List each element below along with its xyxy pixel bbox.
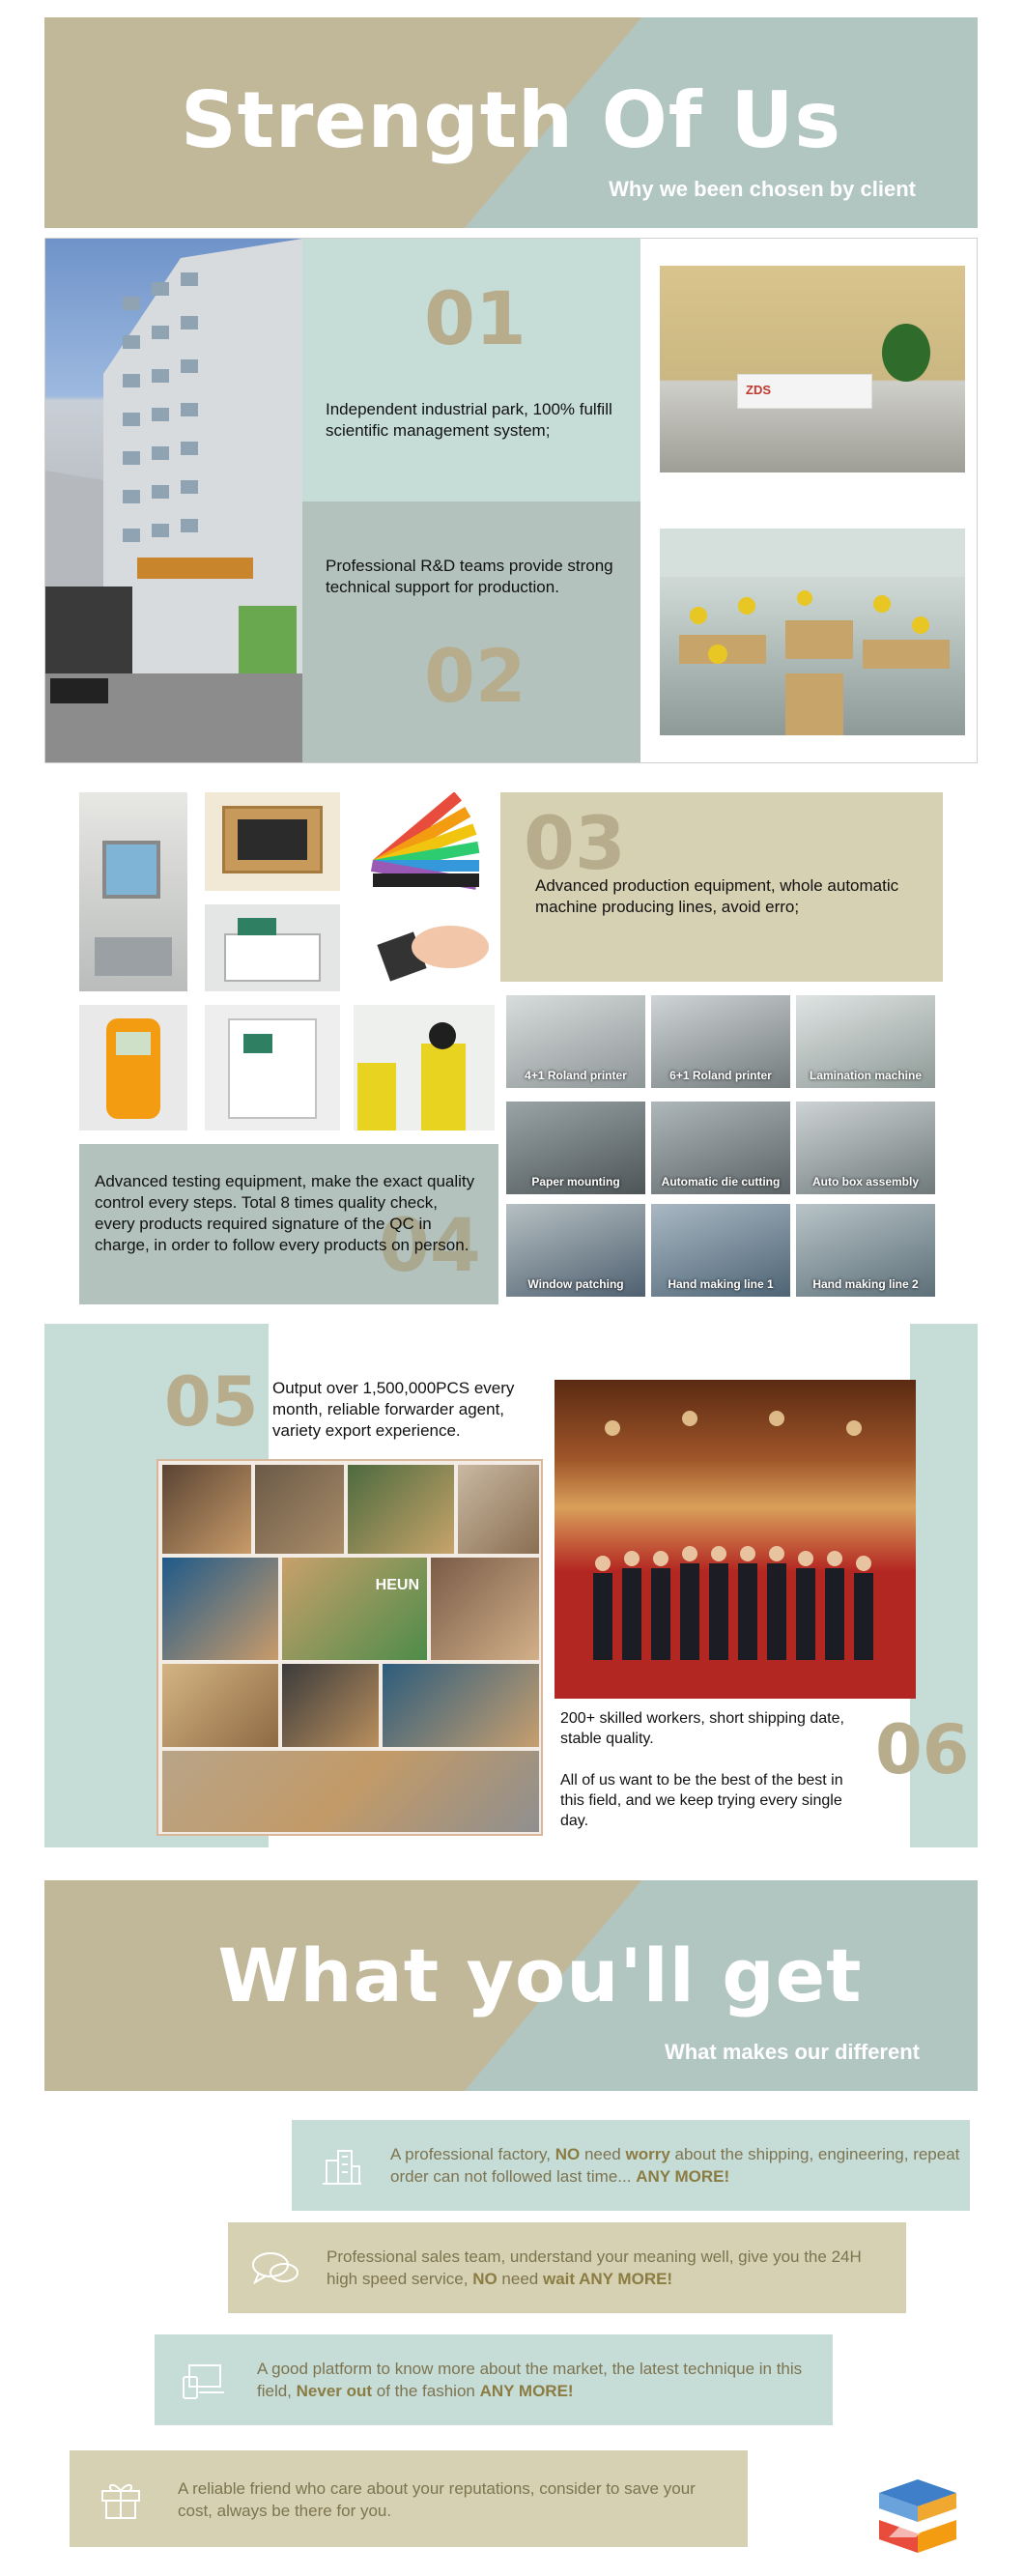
machine-photo <box>796 1204 935 1297</box>
feature-platform <box>155 2334 833 2425</box>
chat-icon <box>249 2247 303 2295</box>
feature-friend <box>70 2450 748 2547</box>
machine-photo <box>796 995 935 1088</box>
banner2-title: What you'll get <box>217 1932 863 2018</box>
feature-platform-text: A good platform to know more about the market, the latest technique in this field, Never out of the fashion ANY MORE! <box>257 2360 803 2400</box>
meter-photo <box>79 1005 187 1131</box>
machine-caption: Hand making line 1 <box>668 1277 774 1291</box>
text-06b: All of us want to be the best of the best in this field, and we keep trying every single day. <box>560 1772 843 1829</box>
building-photo <box>45 239 302 762</box>
banner-title: Strength Of Us <box>180 75 842 165</box>
machine-caption: 6+1 Roland printer <box>669 1069 772 1082</box>
text-04: Advanced testing equipment, make the exact quality control every steps. Total 8 times quality check, every products required signature of the QC in charge, in order to follow every products on person. <box>95 1172 475 1254</box>
text-03: Advanced production equipment, whole automatic machine producing lines, avoid erro; <box>535 876 899 916</box>
number-05: 05 <box>164 1362 259 1442</box>
tester-machine-photo <box>205 904 340 991</box>
press-tester-photo <box>205 1005 340 1131</box>
container-label: HEUN <box>375 1577 419 1593</box>
gauge-case-photo <box>205 792 340 891</box>
feature-friend-text: A reliable friend who care about your reputations, consider to save your cost, always be there for you. <box>178 2479 696 2520</box>
machine-caption: Window patching <box>527 1277 624 1291</box>
number-02: 02 <box>424 633 526 719</box>
block-01 <box>302 239 640 501</box>
banner-subtitle: Why we been chosen by client <box>609 177 916 201</box>
machine-caption: Automatic die cutting <box>661 1175 781 1188</box>
text-01: Independent industrial park, 100% fulfill scientific management system; <box>326 400 612 440</box>
text-06a: 200+ skilled workers, short shipping date, stable quality. <box>560 1710 844 1747</box>
reception-desk <box>737 374 872 409</box>
number-06: 06 <box>875 1710 970 1789</box>
number-03: 03 <box>524 800 626 886</box>
machine-photo <box>506 1204 645 1297</box>
machine-photo <box>506 995 645 1088</box>
gift-icon <box>99 2477 143 2525</box>
feature-sales <box>228 2222 906 2313</box>
container-collage <box>156 1459 543 1836</box>
color-guide-photo <box>354 792 495 991</box>
text-02: Professional R&D teams provide strong technical support for production. <box>326 557 613 596</box>
machine-photo <box>651 995 790 1088</box>
machine-caption: 4+1 Roland printer <box>525 1069 627 1082</box>
office-photo <box>660 529 965 735</box>
number-04: 04 <box>379 1202 481 1288</box>
feature-factory-text: A professional factory, NO need worry about the shipping, engineering, repeat order can not followed last time... ANY MORE! <box>390 2145 960 2186</box>
machine-photo <box>506 1102 645 1194</box>
building-icon <box>321 2145 363 2192</box>
plant <box>882 324 930 382</box>
feature-sales-text: Professional sales team, understand your meaning well, give you the 24H high speed service, NO need wait ANY MORE! <box>327 2247 862 2288</box>
machine-caption: Lamination machine <box>809 1069 923 1082</box>
reception-photo <box>660 266 965 472</box>
text-05: Output over 1,500,000PCS every month, reliable forwarder agent, variety export experience. <box>272 1379 515 1440</box>
team-photo <box>555 1380 916 1699</box>
strength-banner <box>44 17 978 228</box>
block-04 <box>79 1144 498 1304</box>
zds-logo <box>869 2474 966 2561</box>
section-01-02 <box>44 238 978 763</box>
number-01: 01 <box>424 275 526 361</box>
block-02 <box>302 501 640 762</box>
block-03 <box>500 792 943 982</box>
machine-caption: Paper mounting <box>531 1175 620 1188</box>
test-chamber-photo <box>79 792 187 991</box>
feature-factory <box>292 2120 970 2211</box>
machine-photo <box>796 1102 935 1194</box>
devices-icon <box>180 2360 228 2407</box>
qc-workers-photo <box>354 1005 495 1131</box>
banner2-subtitle: What makes our different <box>664 2040 920 2064</box>
machine-caption: Auto box assembly <box>811 1175 920 1188</box>
reception-logo-text: ZDS <box>746 383 771 397</box>
what-you-get-banner <box>44 1880 978 2091</box>
machine-photo <box>651 1204 790 1297</box>
machine-photo <box>651 1102 790 1194</box>
machine-caption: Hand making line 2 <box>812 1277 919 1291</box>
